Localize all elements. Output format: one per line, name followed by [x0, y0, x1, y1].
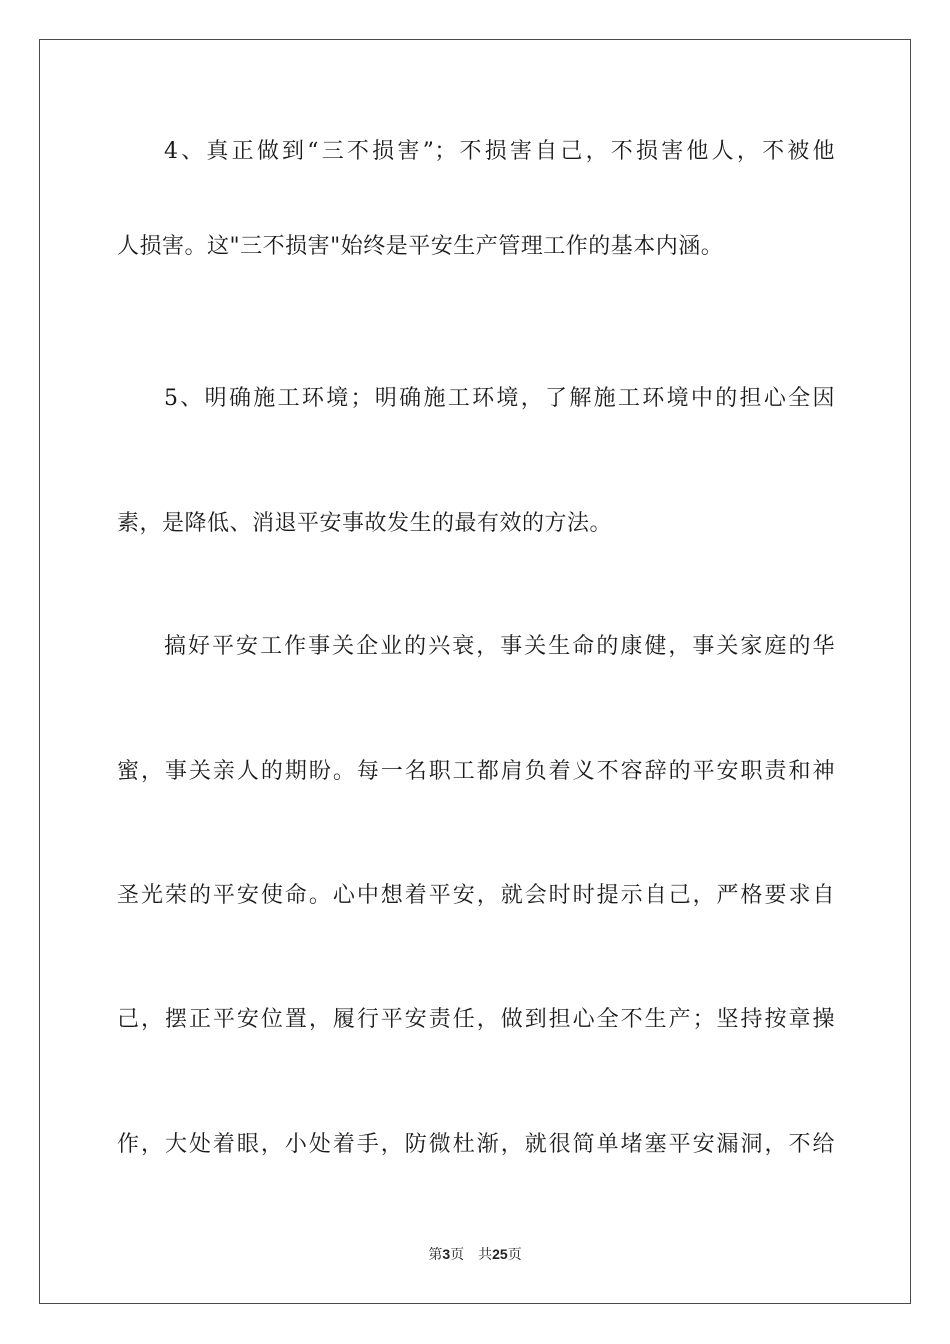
page-border [39, 39, 911, 1304]
page-suffix: 页 [450, 1247, 465, 1263]
paragraph-4-line-2: 人损害。这"三不损害"始终是平安生产管理工作的基本内涵。 [117, 234, 724, 259]
page-footer [0, 1244, 950, 1264]
total-pages: 25 [492, 1246, 508, 1262]
paragraph-6-line-2: 蜜，事关亲人的期盼。每一名职工都肩负着义不容辞的平安职责和神 [117, 759, 835, 784]
paragraph-5-line-1: 5、明确施工环境；明确施工环境，了解施工环境中的担心全因 [164, 386, 835, 411]
paragraph-6-line-4: 己，摆正平安位置，履行平安责任，做到担心全不生产；坚持按章操 [117, 1007, 835, 1032]
paragraph-4-line-1: 4、真正做到“三不损害”；不损害自己，不损害他人，不被他 [164, 139, 835, 164]
paragraph-6-line-5: 作，大处着眼，小处着手，防微杜渐，就很简单堵塞平安漏洞，不给 [117, 1132, 835, 1157]
page-prefix: 第 [428, 1247, 443, 1263]
total-suffix: 页 [507, 1247, 522, 1263]
paragraph-6-line-1: 搞好平安工作事关企业的兴衰，事关生命的康健，事关家庭的华 [164, 634, 835, 659]
paragraph-6-line-3: 圣光荣的平安使命。心中想着平安，就会时时提示自己，严格要求自 [117, 883, 835, 908]
paragraph-5-line-2: 素，是降低、消退平安事故发生的最有效的方法。 [117, 511, 613, 536]
total-prefix: 共 [478, 1247, 493, 1263]
page-number: 3 [442, 1246, 451, 1262]
